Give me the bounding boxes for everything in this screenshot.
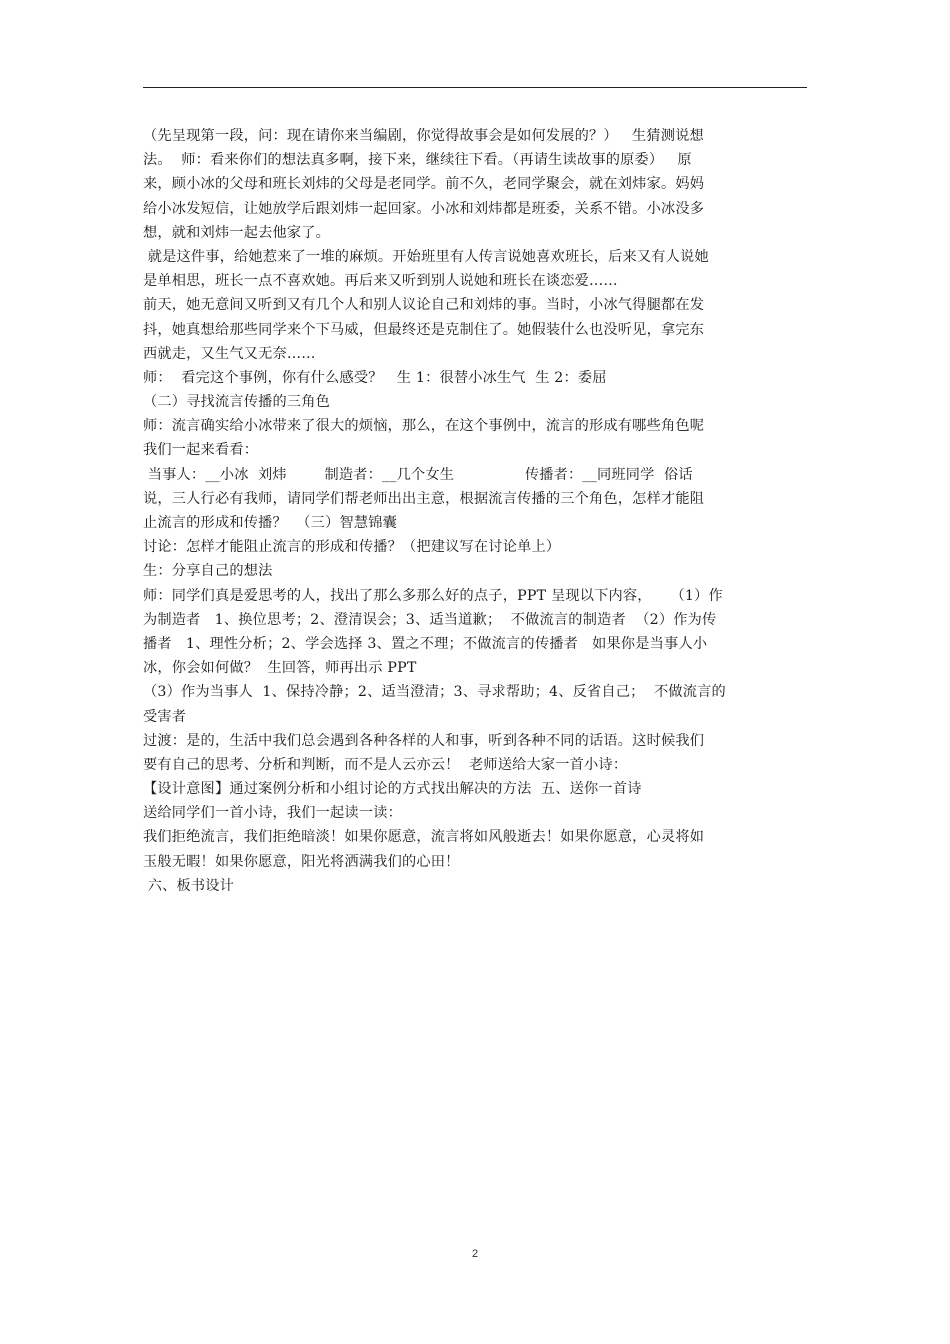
text-line: 玉般无暇！如果你愿意，阳光将洒满我们的心田！ <box>143 853 460 870</box>
text-line: 受害者 <box>143 708 187 725</box>
text-line: 法。 师：看来你们的想法真多啊，接下来，继续往下看。（再请生读故事的原委） 原 <box>143 152 692 169</box>
text-line: 给小冰发短信，让她放学后跟刘炜一起回家。小冰和刘炜都是班委，关系不错。小冰没多 <box>143 200 705 217</box>
text-line: 师： 看完这个事例，你有什么感受？ 生 1：很替小冰生气 生 2：委屈 <box>143 369 607 386</box>
text-line: 送给同学们一首小诗，我们一起读一读： <box>143 805 402 822</box>
text-line: 来，顾小冰的父母和班长刘炜的父母是老同学。前不久，老同学聚会，就在刘炜家。妈妈 <box>143 176 705 193</box>
text-line: 播者 1、理性分析；2、学会选择 3、置之不理；不做流言的传播者 如果你是当事人小 <box>143 635 708 652</box>
document-body <box>143 124 808 898</box>
text-line: 前天，她无意间又听到又有几个人和别人议论自己和刘炜的事。当时，小冰气得腿都在发 <box>143 297 705 314</box>
text-line: 我们一起来看看： <box>143 442 259 459</box>
text-line: （3）作为当事人 1、保持冷静；2、适当澄清；3、寻求帮助；4、反省自己； 不做流言的 <box>143 684 726 701</box>
text-line: 冰，你会如何做？ 生回答，师再出示 PPT <box>143 660 417 677</box>
text-line: 师：流言确实给小冰带来了很大的烦恼，那么，在这个事例中，流言的形成有哪些角色呢 <box>143 418 705 435</box>
section-heading: 六、板书设计 <box>143 877 235 894</box>
header-rule <box>143 87 807 88</box>
text-line: 要有自己的思考、分析和判断，而不是人云亦云！ 老师送给大家一首小诗： <box>143 756 628 773</box>
text-line: 生：分享自己的想法 <box>143 563 273 580</box>
text-line: 我们拒绝流言，我们拒绝暗淡！如果你愿意，流言将如风般逝去！如果你愿意，心灵将如 <box>143 829 705 846</box>
text-line: 当事人：__小冰 刘炜 制造者：__几个女生 传播者：__同班同学 俗话 <box>143 466 693 483</box>
text-line: 【设计意图】通过案例分析和小组讨论的方式找出解决的方法 五、送你一首诗 <box>143 781 642 798</box>
text-line: 说，三人行必有我师，请同学们帮老师出出主意，根据流言传播的三个角色，怎样才能阻 <box>143 490 705 507</box>
text-line: 是单相思，班长一点不喜欢她。再后来又听到别人说她和班长在谈恋爱…… <box>143 273 618 290</box>
text-line: 想，就和刘炜一起去他家了。 <box>143 224 331 241</box>
text-line: 过渡：是的，生活中我们总会遇到各种各样的人和事，听到各种不同的话语。这时候我们 <box>143 732 705 749</box>
text-line: 师：同学们真是爱思考的人，找出了那么多那么好的点子，PPT 呈现以下内容， （1）作 <box>143 587 723 604</box>
text-line: 抖，她真想给那些同学来个下马威，但最终还是克制住了。她假装什么也没听见，拿完东 <box>143 321 705 338</box>
text-line: 止流言的形成和传播？ （三）智慧锦囊 <box>143 515 398 531</box>
text-line: 讨论：怎样才能阻止流言的形成和传播？（把建议写在讨论单上） <box>143 539 561 556</box>
text-line: 西就走，又生气又无奈…… <box>143 345 316 362</box>
text-line: （先呈现第一段，问：现在请你来当编剧，你觉得故事会是如何发展的？） 生猜测说想 <box>143 128 704 144</box>
text-line: 就是这件事，给她惹来了一堆的麻烦。开始班里有人传言说她喜欢班长，后来又有人说她 <box>143 248 709 265</box>
text-line: 为制造者 1、换位思考；2、澄清误会；3、适当道歉； 不做流言的制造者 （2）作为传 <box>143 611 717 628</box>
section-heading: （二）寻找流言传播的三角色 <box>143 394 331 411</box>
page-number: 2 <box>471 1248 479 1260</box>
